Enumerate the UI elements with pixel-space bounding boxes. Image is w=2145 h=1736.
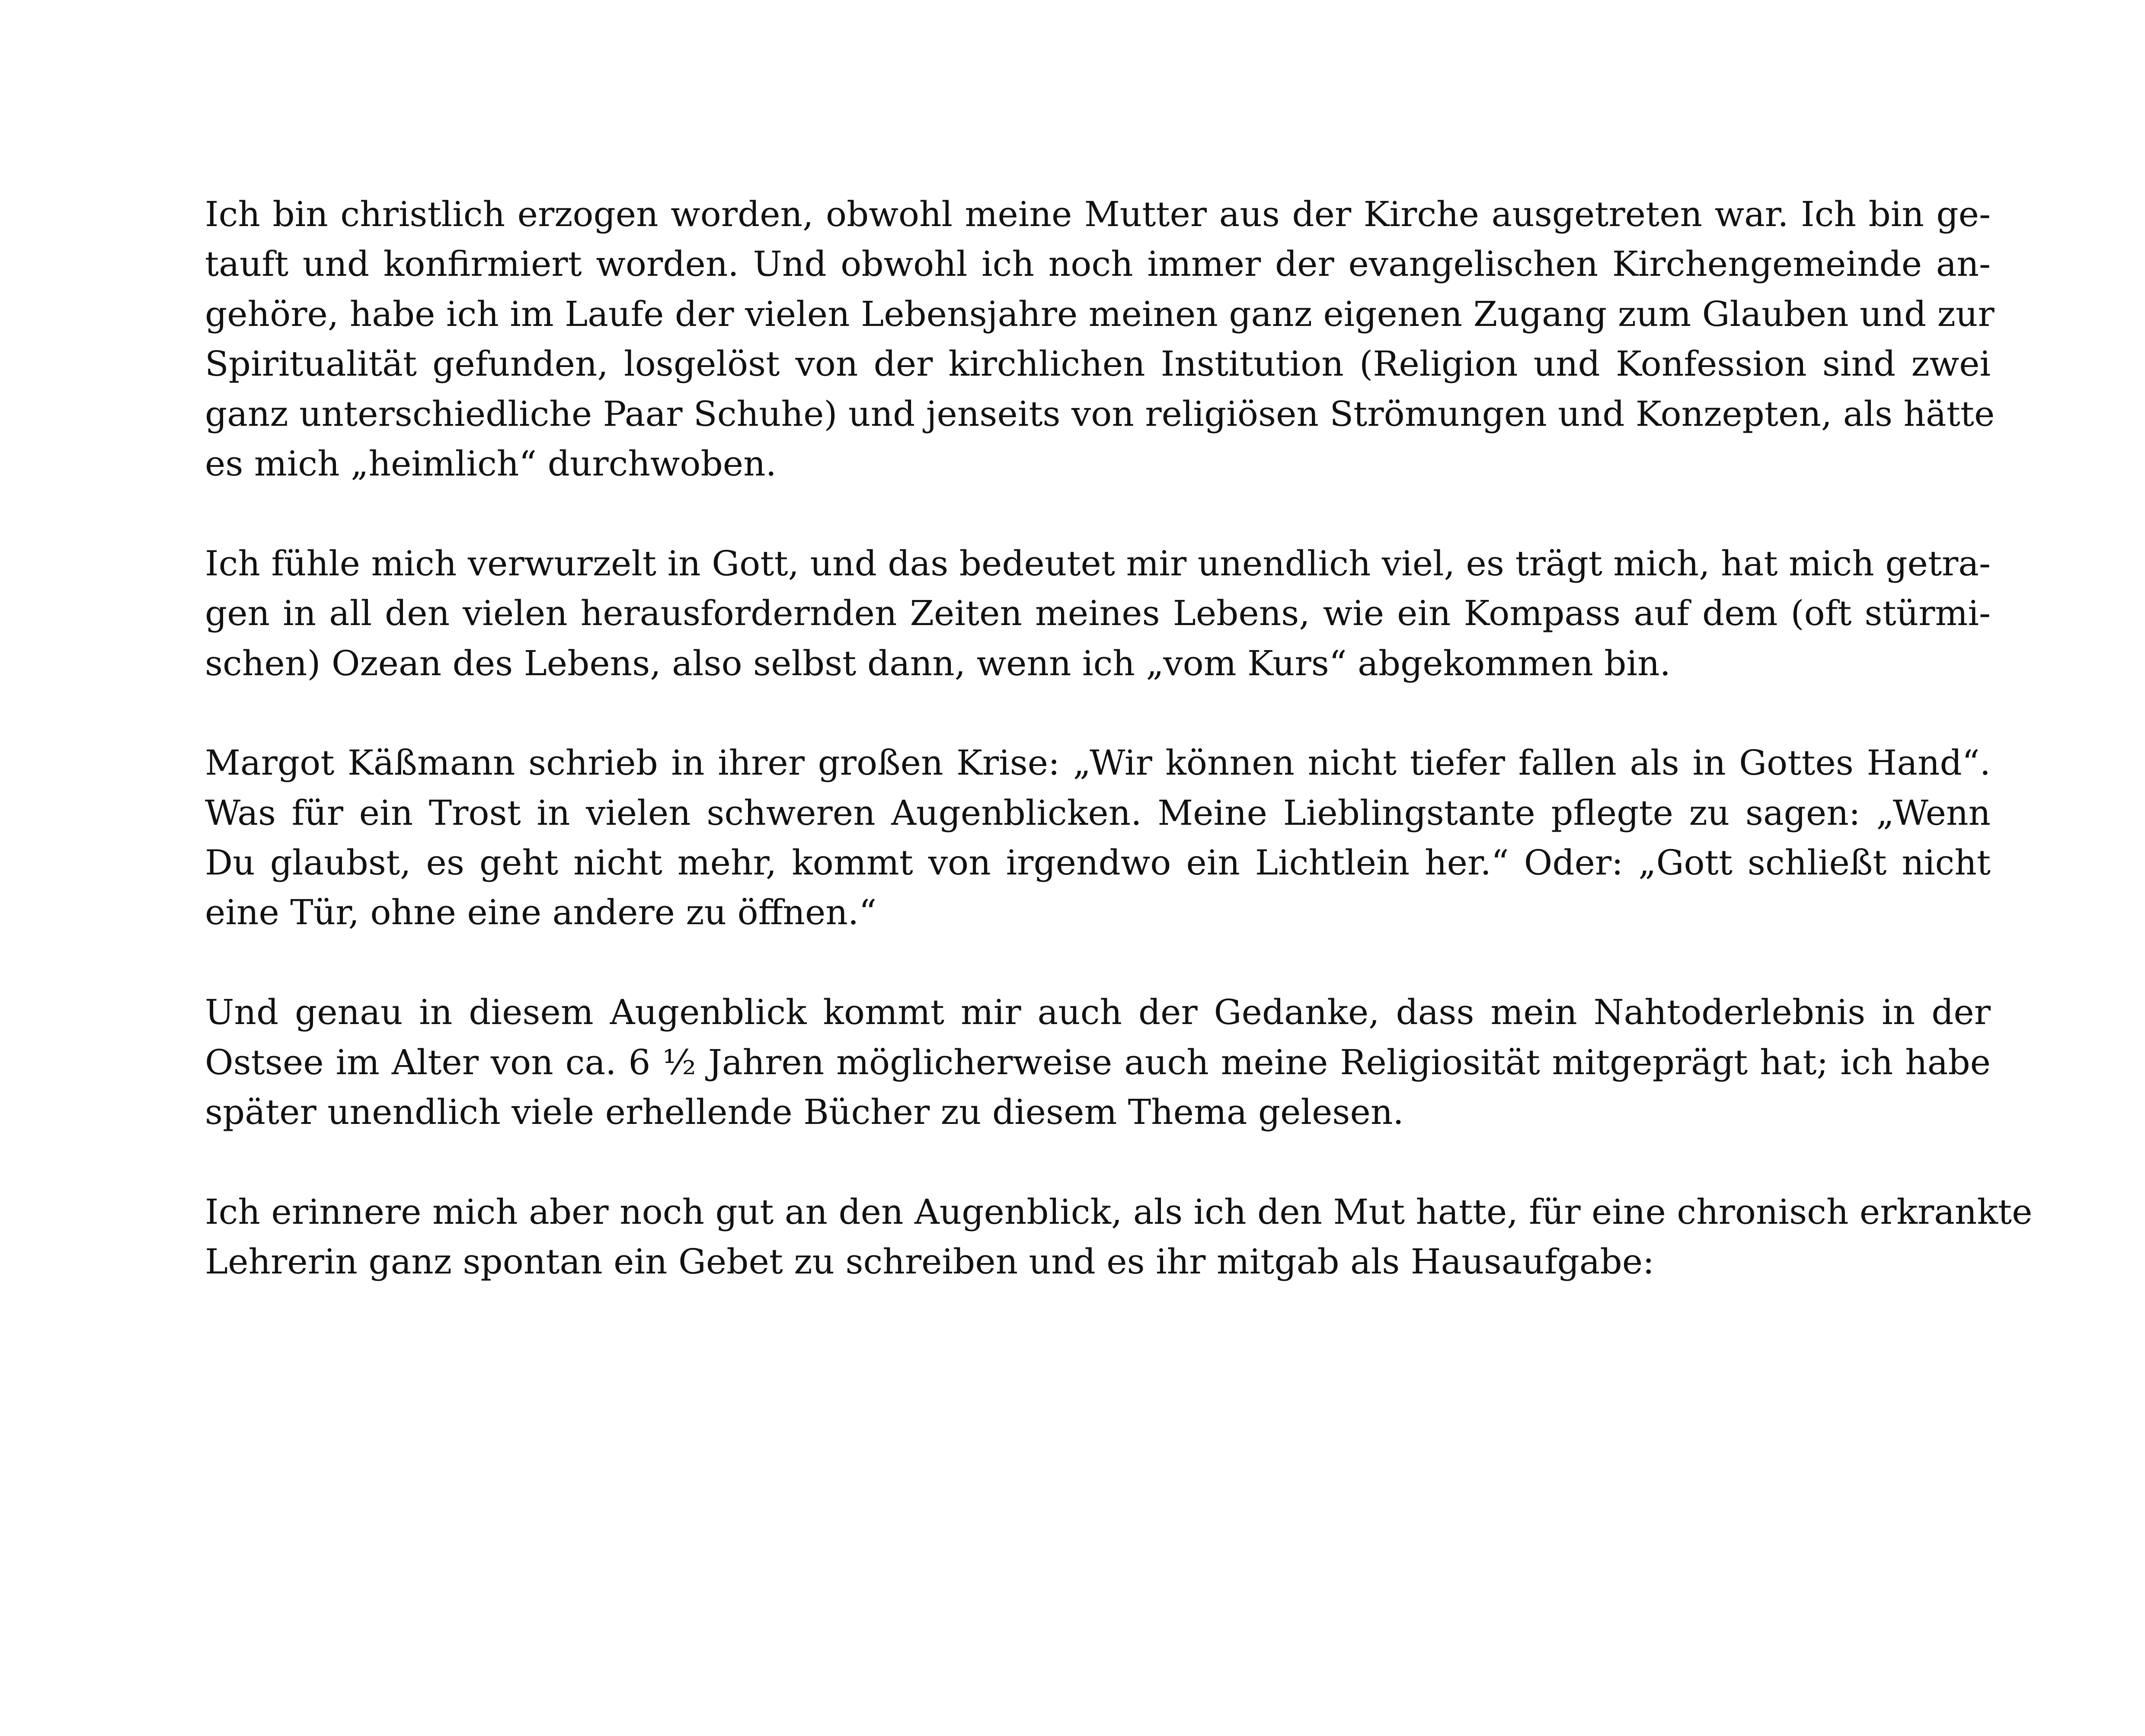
paragraph-1-line-3: gehöre, habe ich im Laufe der vielen Lebensjahre meinen ganz eigenen Zugang zum Glauben und zur (205, 294, 1995, 334)
paragraph-5-line-2: Lehrerin ganz spontan ein Gebet zu schreiben und es ihr mitgab als Hausaufgabe: (205, 1241, 1655, 1282)
paragraph-2-line-3: schen) Ozean des Lebens, also selbst dann, wenn ich „vom Kurs“ abgekommen bin. (205, 643, 1671, 683)
paragraph-4 (205, 987, 1991, 1137)
paragraph-2 (205, 539, 1991, 688)
paragraph-3-line-2: Was für ein Trost in vielen schweren Augenblicken. Meine Lieblingstante pflegte zu sagen: „Wenn (205, 792, 1991, 833)
paragraph-3 (205, 738, 1991, 938)
paragraph-2-line-2: gen in all den vielen herausfordernden Zeiten meines Lebens, wie ein Kompass auf dem (oft stürmi- (205, 593, 1991, 634)
paragraph-4-line-3: später unendlich viele erhellende Bücher zu diesem Thema gelesen. (205, 1092, 1404, 1133)
paragraph-3-line-1: Margot Käßmann schrieb in ihrer großen Krise: „Wir können nicht tiefer fallen als in Gottes Hand“. (205, 743, 1991, 783)
paragraph-3-line-3: Du glaubst, es geht nicht mehr, kommt von irgendwo ein Lichtlein her.“ Oder: „Gott schließt nicht (205, 842, 1991, 883)
body-text (205, 189, 2033, 1287)
paragraph-1-line-5: ganz unterschiedliche Paar Schuhe) und jenseits von religiösen Strömungen und Konzepten, als hätte (205, 393, 1995, 434)
paragraph-4-line-1: Und genau in diesem Augenblick kommt mir auch der Gedanke, dass mein Nahtoderlebnis in der (205, 992, 1991, 1033)
paragraph-2-line-1: Ich fühle mich verwurzelt in Gott, und das bedeutet mir unendlich viel, es trägt mich, hat mich getra- (205, 543, 1991, 584)
paragraph-5 (205, 1187, 2033, 1287)
paragraph-1-line-2: tauft und konfirmiert worden. Und obwohl ich noch immer der evangelischen Kirchengemeinde an- (205, 244, 1991, 284)
paragraph-4-line-2: Ostsee im Alter von ca. 6 ½ Jahren möglicherweise auch meine Religiosität mitgeprägt hat; ich habe (205, 1042, 1991, 1082)
paragraph-1-line-1: Ich bin christlich erzogen worden, obwohl meine Mutter aus der Kirche ausgetreten war. Ich bin ge- (205, 194, 1991, 234)
paragraph-3-line-4: eine Tür, ohne eine andere zu öffnen.“ (205, 892, 877, 933)
paragraph-1-line-6: es mich „heimlich“ durchwoben. (205, 443, 777, 484)
paragraph-1 (205, 189, 1995, 488)
paragraph-5-line-1: Ich erinnere mich aber noch gut an den Augenblick, als ich den Mut hatte, für eine chronisch erkrankte (205, 1191, 2033, 1232)
paragraph-1-line-4: Spiritualität gefunden, losgelöst von der kirchlichen Institution (Religion und Konfession sind zwei (205, 344, 1991, 384)
